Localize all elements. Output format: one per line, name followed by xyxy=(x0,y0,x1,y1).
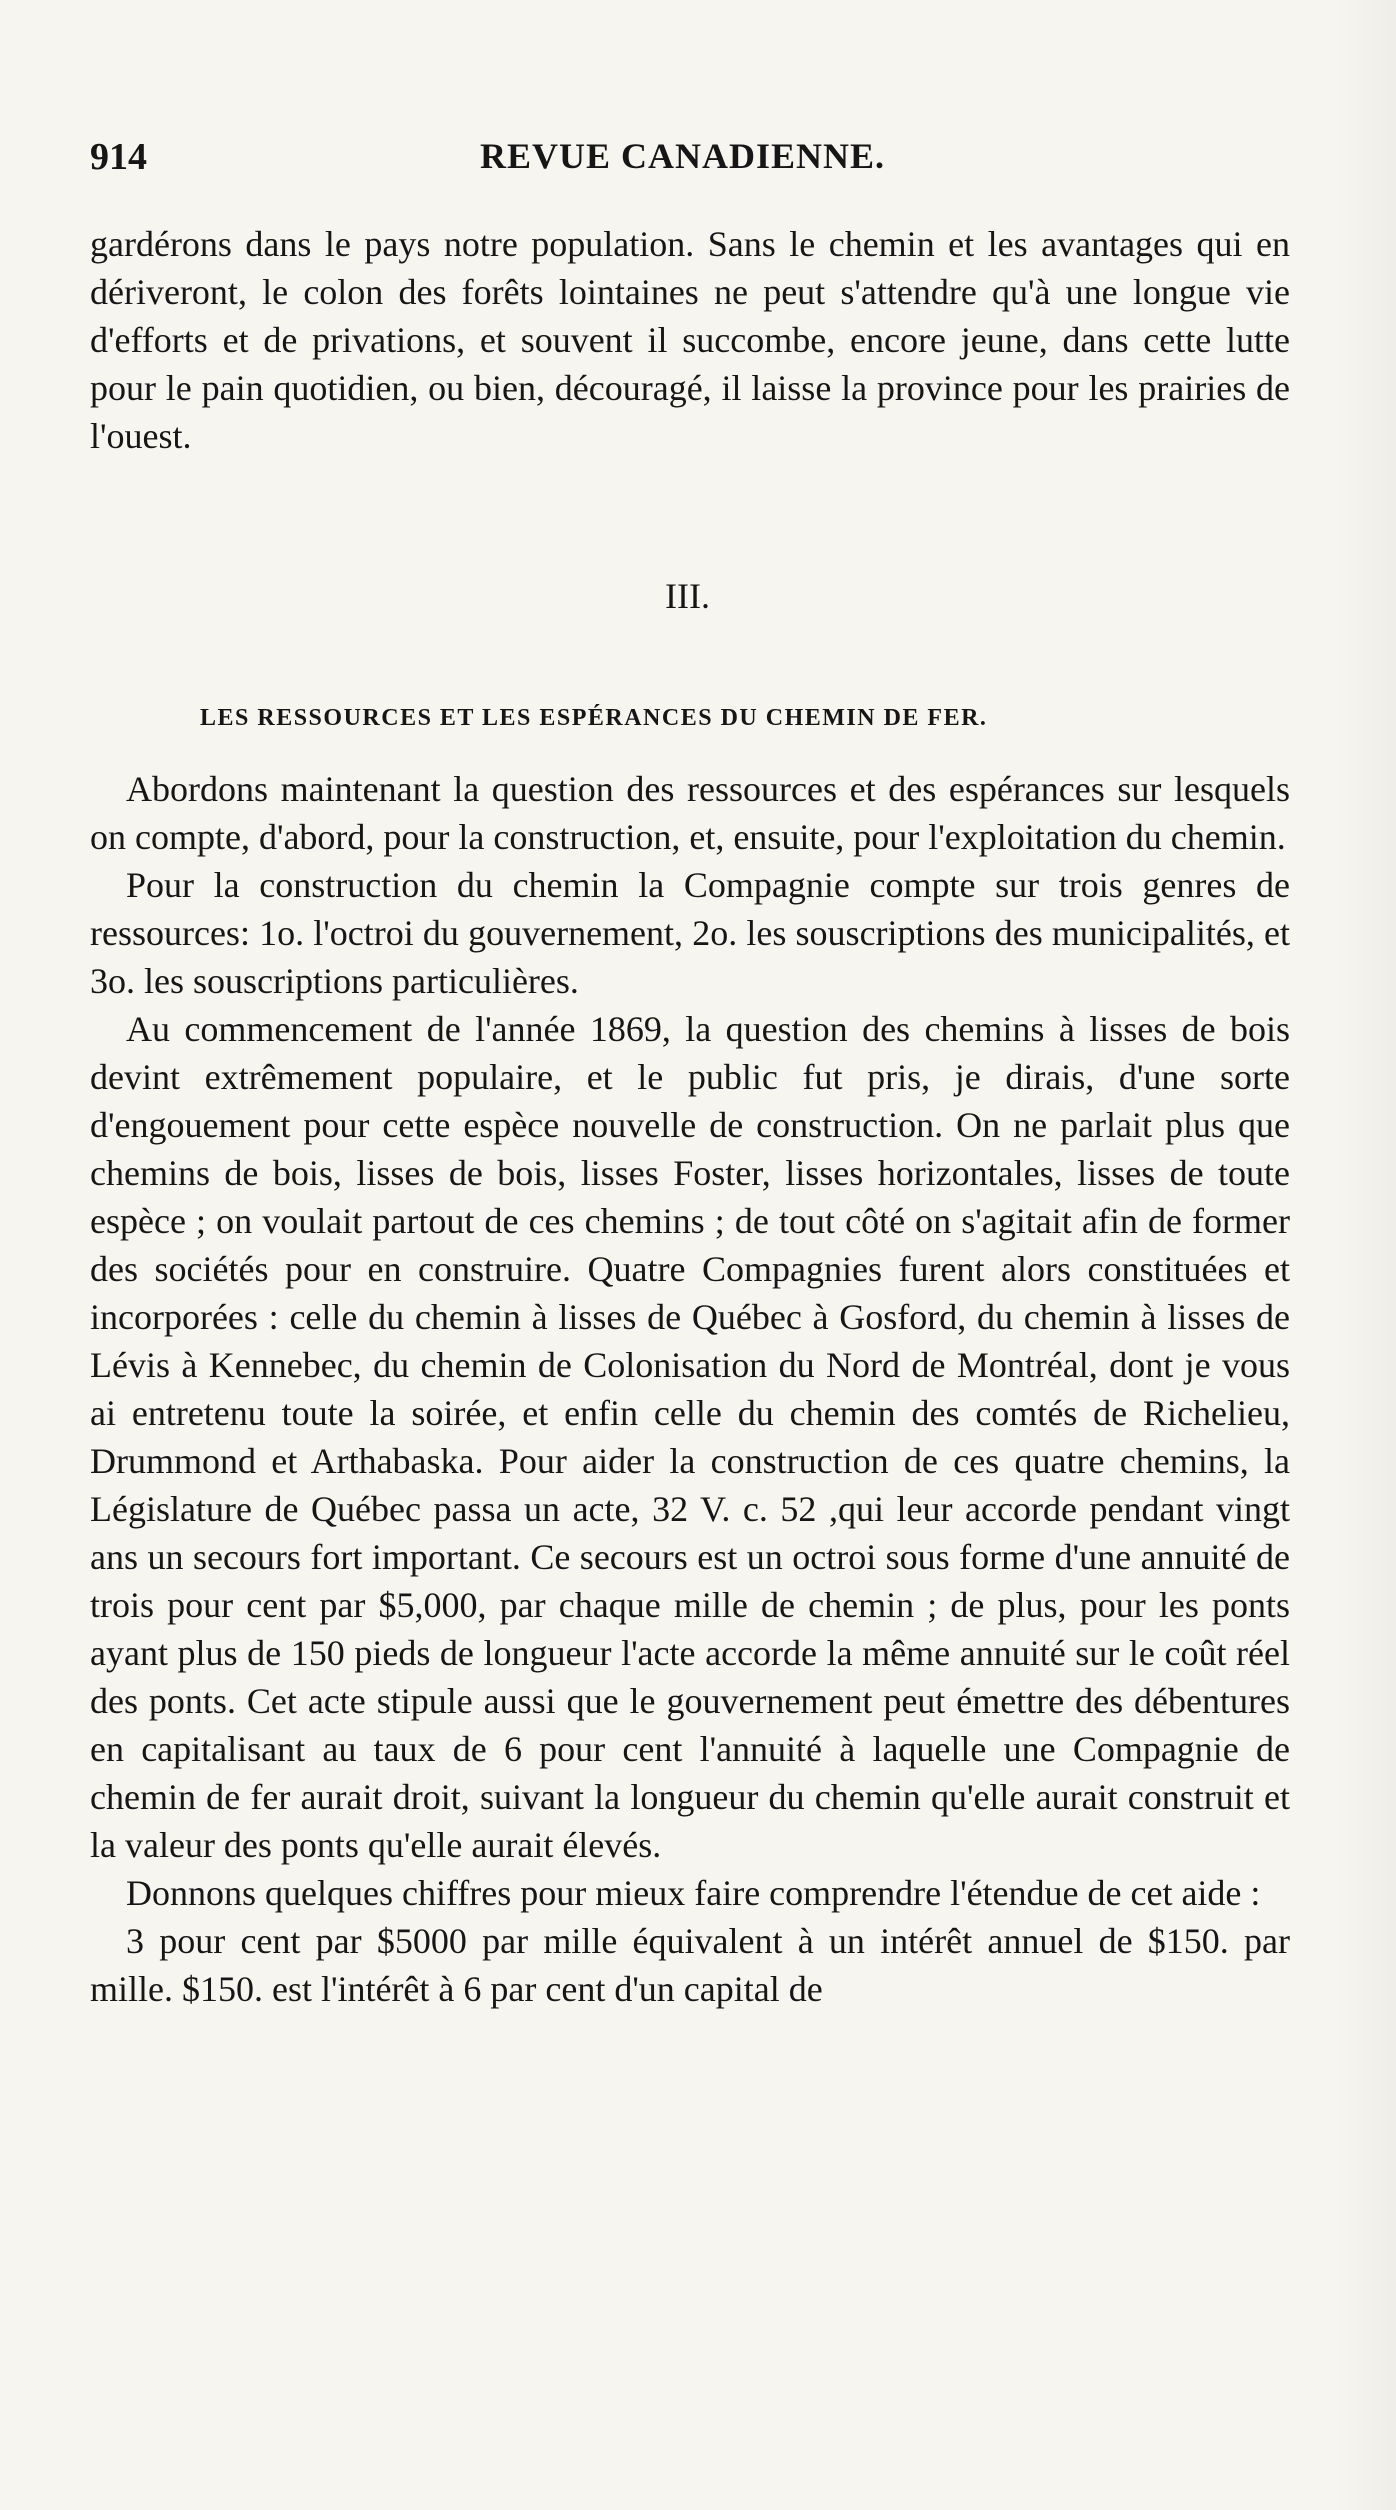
section-number: III. xyxy=(665,576,710,616)
page-header xyxy=(90,135,1290,195)
section-body xyxy=(90,765,1290,2013)
opening-paragraph: gardérons dans le pays notre population. Sans le chemin et les avantages qui en dériveront, le colon des forêts lointaines ne peut s'attendre qu'à une longue vie d'efforts et de privations, et souvent il succombe, encore jeune, dans cette lutte pour le pain quotidien, ou bien, découragé, il laisse la province pour les prairies de l'ouest. xyxy=(90,224,1290,456)
section-title: LES RESSOURCES ET LES ESPÉRANCES DU CHEMIN DE FER. xyxy=(200,705,988,731)
running-title: REVUE CANADIENNE. xyxy=(480,136,886,176)
paragraph-2: Pour la construction du chemin la Compagnie compte sur trois genres de ressources: 1o. l'octroi du gouvernement, 2o. les souscriptions des municipalités, et 3o. les souscriptions particulières. xyxy=(90,865,1290,1001)
paragraph-4: Donnons quelques chiffres pour mieux faire comprendre l'étendue de cet aide : xyxy=(126,1873,1261,1913)
opening-text-block xyxy=(90,220,1290,460)
book-page xyxy=(90,135,1290,2009)
paragraph-5: 3 pour cent par $5000 par mille équivalent à un intérêt annuel de $150. par mille. $150. est l'intérêt à 6 par cent d'un capital de xyxy=(90,1921,1290,2009)
paragraph-1: Abordons maintenant la question des ressources et des espérances sur lesquels on compte, d'abord, pour la construction, et, ensuite, pour l'exploitation du chemin. xyxy=(90,769,1290,857)
page-number: 914 xyxy=(90,136,147,178)
paragraph-3: Au commencement de l'année 1869, la question des chemins à lisses de bois devint extrêmement populaire, et le public fut pris, je dirais, d'une sorte d'engouement pour cette espèce nouvelle de construction. On ne parlait plus que chemins de bois, lisses de bois, lisses Foster, lisses horizontales, lisses de toute espèce ; on voulait partout de ces chemins ; de tout côté on s'agitait afin de former des sociétés pour en construire. Quatre Compagnies furent alors constituées et incorporées : celle du chemin à lisses de Québec à Gosford, du chemin à lisses de Lévis à Kennebec, du chemin de Colonisation du Nord de Montréal, dont je vous ai entretenu toute la soirée, et enfin celle du chemin des comtés de Richelieu, Drummond et Arthabaska. Pour aider la construction de ces quatre chemins, la Législature de Québec passa un acte, 32 V. c. 52 ,qui leur accorde pendant vingt ans un secours fort important. Ce secours est un octroi sous forme d'une annuité de trois pour cent par $5,000, par chaque mille de chemin ; de plus, pour les ponts ayant plus de 150 pieds de longueur l'acte accorde la même annuité sur le coût réel des ponts. Cet acte stipule aussi que le gouvernement peut émettre des débentures en capitalisant au taux de 6 pour cent l'annuité à laquelle une Compagnie de chemin de fer aurait droit, suivant la longueur du chemin qu'elle aurait construit et la valeur des ponts qu'elle aurait élevés. xyxy=(90,1009,1290,1865)
page-edge-shadow xyxy=(1336,0,1396,2510)
